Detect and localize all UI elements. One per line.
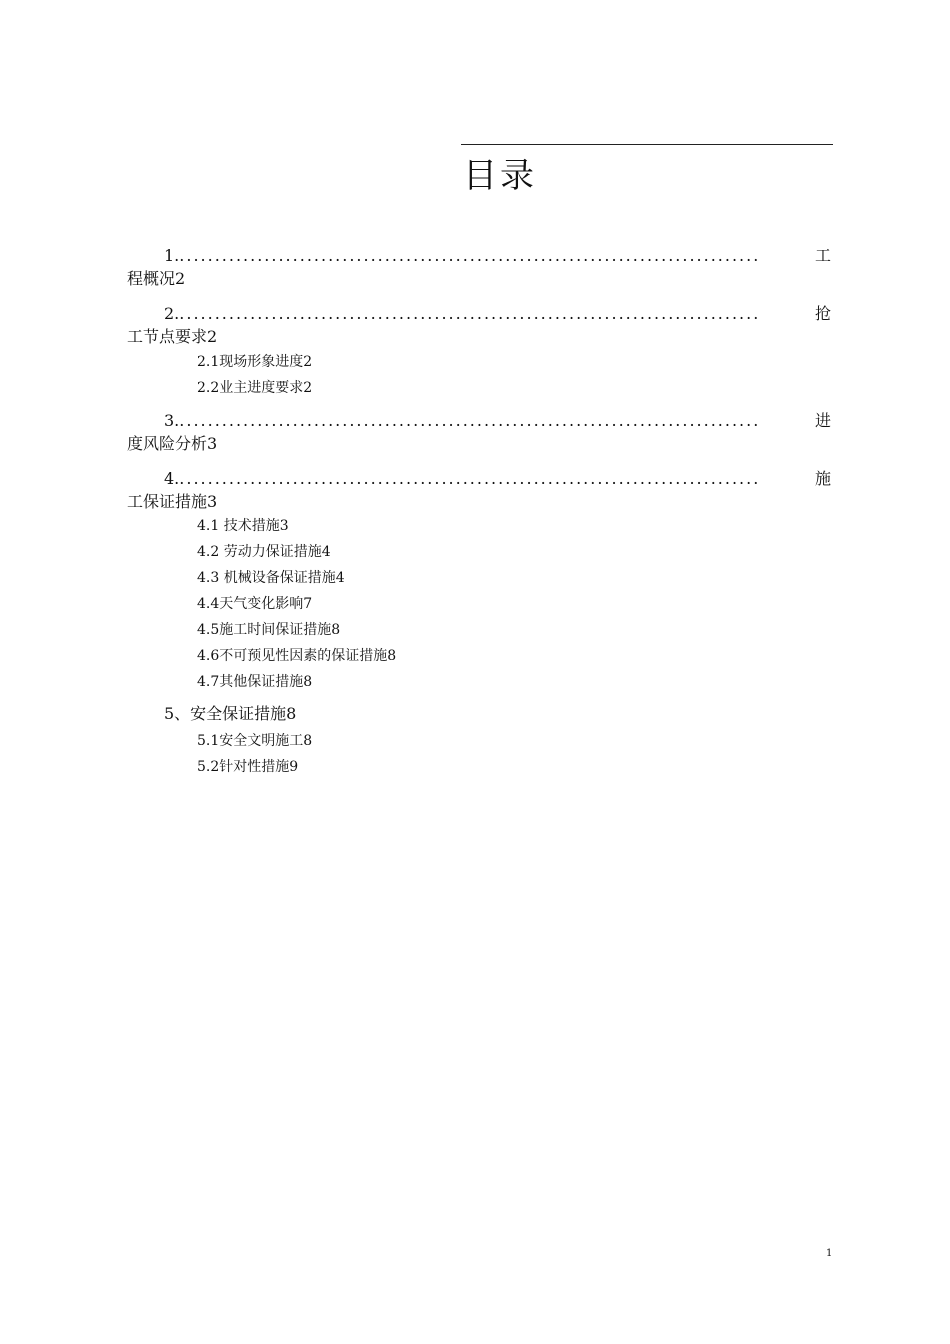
toc-subentry-4-4[interactable]: 4.4天气变化影响7: [197, 596, 313, 612]
toc-entry-1[interactable]: [127, 244, 831, 290]
toc-subentry-4-5[interactable]: 4.5施工时间保证措施8: [197, 622, 341, 638]
toc-entry-5[interactable]: 5、安全保证措施8: [164, 704, 297, 723]
toc-entry-title: 工保证措施: [127, 492, 208, 511]
toc-subentry-4-6[interactable]: 4.6不可预见性因素的保证措施8: [197, 648, 397, 664]
toc-subentry-4-1[interactable]: 4.1 技术措施3: [197, 518, 289, 534]
toc-subentry-5-2[interactable]: 5.2针对性措施9: [197, 759, 299, 775]
toc-entry-head: 进: [814, 411, 831, 430]
toc-entry-head: 工: [814, 246, 831, 265]
toc-entry-page: 2: [207, 327, 218, 346]
toc-entry-page: 2: [175, 269, 186, 288]
toc-entry-number: 3.: [164, 411, 180, 430]
toc-entry-4[interactable]: [127, 467, 831, 513]
toc-entry-title: 程概况: [127, 269, 176, 288]
toc-entry-number: 1.: [164, 246, 180, 265]
toc-subentry-4-2[interactable]: 4.2 劳动力保证措施4: [197, 544, 331, 560]
toc-entry-page: 3: [207, 434, 218, 453]
toc-subentry-5-1[interactable]: 5.1安全文明施工8: [197, 733, 313, 749]
toc-entry-head: 施: [814, 469, 831, 488]
toc-entry-head: 抢: [814, 304, 831, 323]
toc-subentry-4-3[interactable]: 4.3 机械设备保证措施4: [197, 570, 345, 586]
toc-entry-3[interactable]: [127, 409, 831, 455]
toc-entry-2[interactable]: [127, 302, 831, 348]
toc-entry-title: 工节点要求: [127, 327, 208, 346]
toc-subentry-4-7[interactable]: 4.7其他保证措施8: [197, 674, 313, 690]
toc-entry-page: 3: [207, 492, 218, 511]
toc-leader-dots: ..................................................................................: [179, 411, 761, 430]
toc-entry-title: 度风险分析: [127, 434, 208, 453]
toc-entry-number: 2.: [164, 304, 180, 323]
toc-leader-dots: ..................................................................................: [179, 246, 761, 265]
toc-entry-number: 4.: [164, 469, 180, 488]
toc-leader-dots: ..................................................................................: [179, 304, 761, 323]
toc-subentry-2-2[interactable]: 2.2业主进度要求2: [197, 380, 313, 396]
toc-subentry-2-1[interactable]: 2.1现场形象进度2: [197, 354, 313, 370]
page-number: 1: [826, 1248, 833, 1259]
toc-title: 目录: [463, 156, 537, 196]
toc-leader-dots: ..................................................................................: [179, 469, 761, 488]
header-rule: [461, 144, 833, 145]
